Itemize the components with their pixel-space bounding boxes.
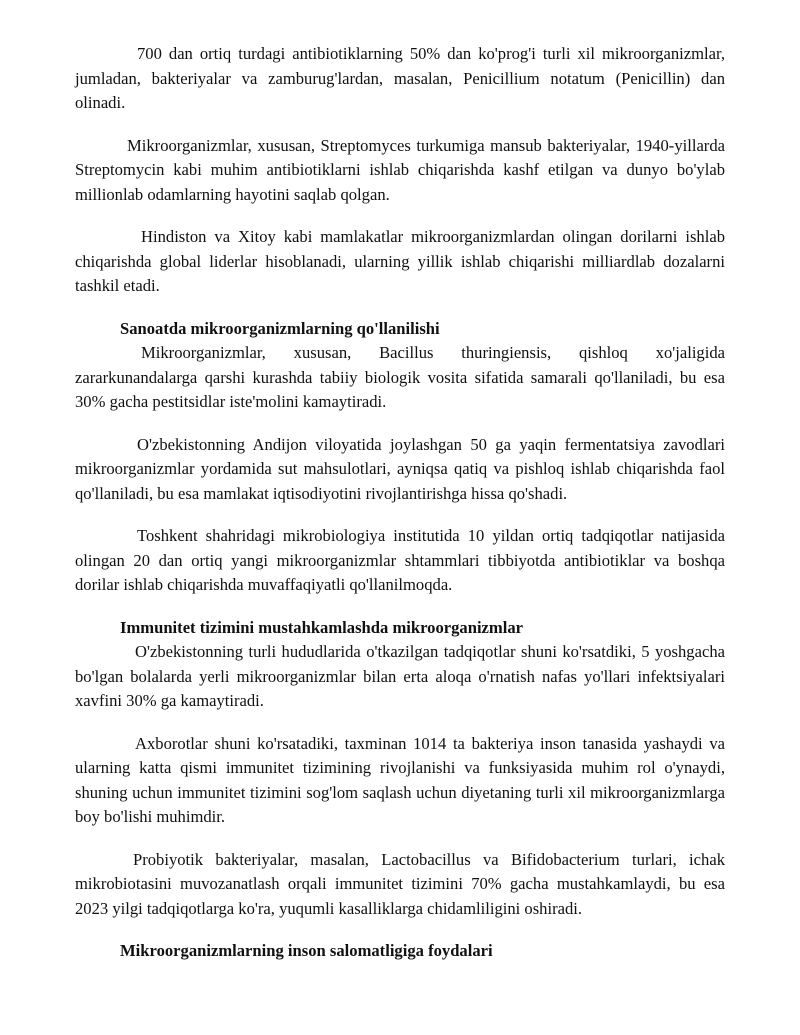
paragraph-bacteria-count: Axborotlar shuni ko'rsatadiki, taxminan 1014 ta bakteriya inson tanasida yashaydi va ularning katta qismi immunitet tizimining rivojlanishi va funksiyasida muhim rol o'ynaydi, shuning uchun immunitet tizimini sog'lom saqlash uchun diyetaning turli xil mikroorganizmlarga boy bo'lishi muhimdir. [75,733,725,826]
paragraph-streptomyces: Mikroorganizmlar, xususan, Streptomyces turkumiga mansub bakteriyalar, 1940-yillarda Streptomycin kabi muhim antibiotiklarni ishlab chiqarishda kashf etilgan va dunyo bo'ylab millionlab odamlarning hayotini saqlab qolgan. [75,135,725,204]
paragraph-bacillus: Mikroorganizmlar, xususan, Bacillus thuringiensis, qishloq xo'jaligida zararkunandalarga qarshi kurashda tabiiy biologik vosita sifatida samarali qo'llaniladi, bu esa 30% gacha pestitsidlar iste'molini kamaytiradi. [75,343,725,411]
paragraph-tashkent-institute: Toshkent shahridagi mikrobiologiya institutida 10 yildan ortiq tadqiqotlar natijasida olingan 20 dan ortiq yangi mikroorganizmlar shtammlari tibbiyotda antibiotiklar va boshqa dorilar ishlab chiqarishda muvaffaqiyatli qo'llanilmoqda. [75,526,725,594]
heading-health-benefits: Mikroorganizmlarning inson salomatligiga foydalari [120,941,493,960]
paragraph-children-study: O'zbekistonning turli hududlarida o'tkazilgan tadqiqotlar shuni ko'rsatdiki, 5 yoshgacha bo'lgan bolalarda yerli mikroorganizmlar bilan erta aloqa o'rnatish nafas yo'llari infektsiyalari xavfini 30% ga kamaytiradi. [75,642,725,710]
paragraph-antibiotics-sources: 700 dan ortiq turdagi antibiotiklarning 50% dan ko'prog'i turli xil mikroorganizmlar, jumladan, bakteriyalar va zamburug'lardan, masalan, Penicillium notatum (Penicillin) dan olinadi. [75,44,725,112]
heading-industry-use: Sanoatda mikroorganizmlarning qo'llanilishi [120,318,440,338]
heading-immune-system: Immunitet tizimini mustahkamlashda mikroorganizmlar [120,617,524,637]
paragraph-andijon-fermentation: O'zbekistonning Andijon viloyatida joylashgan 50 ga yaqin fermentatsiya zavodlari mikroorganizmlar yordamida sut mahsulotlari, ayniqsa qatiq va pishloq ishlab chiqarishda faol qo'llaniladi, bu esa mamlakat iqtisodiyotini rivojlantirishga hissa qo'shadi. [75,434,725,503]
document-page [75,42,725,964]
paragraph-global-leaders: Hindiston va Xitoy kabi mamlakatlar mikroorganizmlardan olingan dorilarni ishlab chiqarishda global liderlar hisoblanadi, ularning yillik ishlab chiqarishi milliardlab dozalarni tashkil etadi. [75,227,725,295]
paragraph-probiotics: Probiyotik bakteriyalar, masalan, Lactobacillus va Bifidobacterium turlari, ichak mikrobiotasini muvozanatlash orqali immunitet tizimini 70% gacha mustahkamlaydi, bu esa 2023 yilgi tadqiqotlarga ko'ra, yuqumli kasalliklarga chidamliligini oshiradi. [75,849,725,918]
